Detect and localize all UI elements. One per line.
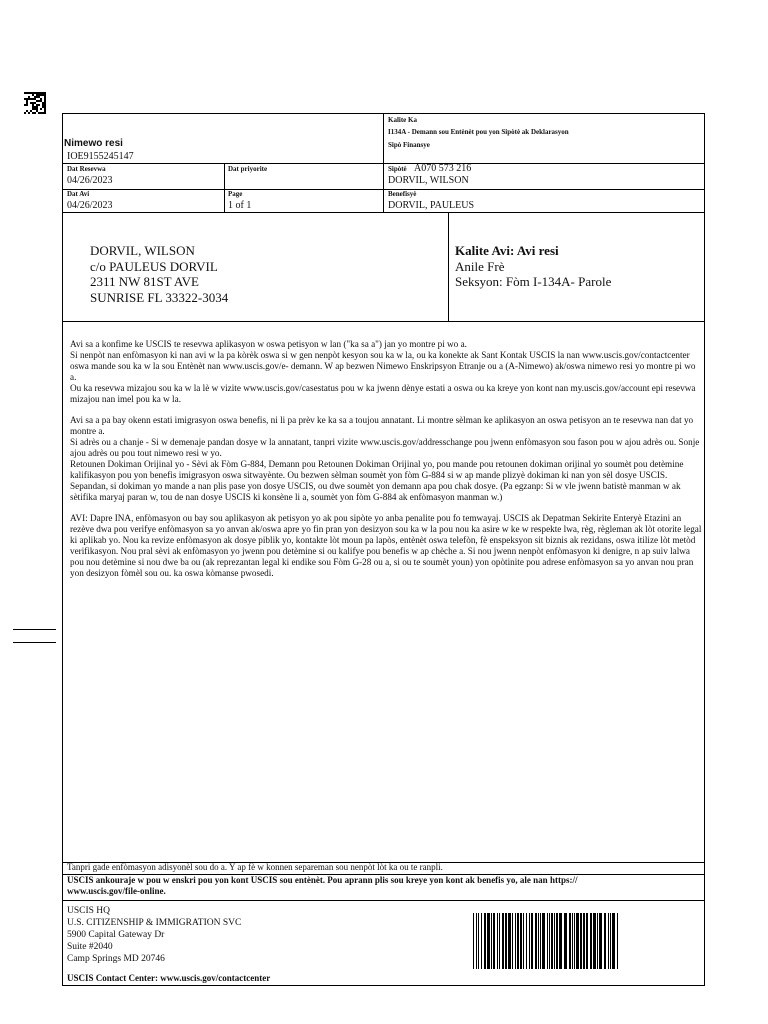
address-line: Camp Springs MD 20746: [67, 954, 165, 964]
notice-date-label: Dat Avi: [67, 190, 90, 198]
notice-section: Seksyon: Fòm I-134A- Parole: [455, 274, 612, 289]
contact-center: USCIS Contact Center: www.uscis.gov/contactcenter: [67, 973, 271, 983]
notice-type-block: [455, 243, 611, 290]
body-paragraph: Avi sa a pa bay okenn estati imigrasyon oswa benefis, ni li pa prèv ke ka sa a toujou annatant. Li montre sèlman ke aplikasyon an oswa petisyon an te resevwa nan dat yo montre a. Si adrès ou a chanje - Si w demenaje pandan dosye w la annatant, tanpri vizite www.uscis.gov/addresschange pou jwenn enfòmasyon sou fason pou w ajou adrès ou. Sonje ajou adrès ou pou tout nimewo resi w yo. Retounen Dokiman Orijinal yo - Sèvi ak Fòm G-884, Demann pou Retounen Dokiman Orijinal yo, pou mande pou retounen dokiman orijinal yo soumèt pou detèmine kalifikasyon pou yon benefis imigrasyon oswa sitwayènte. Ou bezwen sèlman soumèt yon fòm G-884 si w ap mande plizyè dokiman ki nan yon sèl dosye USCIS. Sepandan, si dokiman yo mande a nan plis pase yon dosye USCIS, ou dwe soumèt yon demann apa pou chak dosye. (Pa egzanp: Si w vle jwenn batistè manman w ak sètifika maryaj paran w, tou de nan dosye USCIS ki konsène li a, soumèt yon fòm G-884 ak enfòmasyon manman w.): [70, 415, 700, 502]
page-label: Page: [228, 190, 243, 198]
notice-date: 04/26/2023: [67, 200, 113, 211]
sponsor-label: Sipòtè: [388, 165, 407, 173]
divider: [448, 212, 449, 321]
address-line: c/o PAULEUS DORVIL: [90, 258, 218, 274]
divider: [63, 900, 704, 901]
receipt-number: IOE9155245147: [67, 151, 134, 162]
address-line: USCIS HQ: [67, 906, 111, 916]
notice-frame: [62, 113, 705, 986]
online-account-notice: USCIS ankouraje w pou w enskri pou yon kont USCIS sou entènèt. Pou aprann plis sou kreye yon kont ak benefis yo, ale nan https:// www.uscis.gov/file-online.: [67, 875, 578, 896]
receipt-label: Nimewo resi: [64, 138, 123, 149]
body-paragraph: AVI: Dapre INA, enfòmasyon ou bay sou aplikasyon ak petisyon yo ak pou sipòte yo anba penalite pou fo temwayaj. USCIS ak Depatman Sekirite Enteryè Etazini an rezève dwa pou verifye enfòmasyon sa yo anvan ak/oswa apre yo fin pran yon desizyon sou ka w la pou nou ka asire w ke w respekte lwa, règ, règleman ak lòt otorite legal ki aplikab yo. Nou ka revize enfòmasyon ak dosye piblik yo, kontakte lòt moun pa lapòs, entènèt oswa telefòn, fè enspeksyon sit biznis ak rezidans, oswa itilize lòt metòd verifikasyon. Nou pral sèvi ak enfòmasyon yo jwenn pou detèmine si ou kalifye pou benefis w ap chèche a. Si nou jwenn nenpòt enfòmasyon ki denigre, n ap suiv lalwa pou nou detèmine si nou dwe ba ou (ak reprezantan legal ki endike sou Fòm G-28 ou a, si ou te soumèt youn) yon opòtinite pou adrese enfòmasyon sa yo anvan nou pran yon desizyon fòmèl sou ou. ka oswa kòmanse pwosedi.: [70, 513, 702, 578]
body-paragraph: Avi sa a konfime ke USCIS te resevwa aplikasyon w oswa petisyon w lan ("ka sa a") jan yo montre pi wo a. Si nenpòt nan enfòmasyon ki nan avi w la pa kòrèk oswa si w gen nenpòt kesyon sou ka w la, ou ka konekte ak Sant Kontak USCIS la nan www.uscis.gov/contactcenter oswa mande sou ka w la sou Entènèt nan www.uscis.gov/e- demann. W ap bezwen Nimewo Enskripsyon Etranje ou a (A-Nimewo) ak/oswa nimewo resi yo montre pi wo a. Ou ka resevwa mizajou sou ka w la lè w vizite www.uscis.gov/casestatus pou w ka jwenn dènye estati a oswa ou ka kreye yon kont nan my.uscis.gov/account epi resevwa mizajou nan imel pou ka w la.: [70, 339, 696, 404]
beneficiary-label: Benefisyè: [388, 190, 417, 198]
address-line: SUNRISE FL 33322-3034: [90, 289, 229, 305]
page-value: 1 of 1: [228, 200, 252, 211]
priority-label: Dat priyorite: [228, 165, 268, 173]
sponsor-name: DORVIL, WILSON: [388, 175, 469, 186]
address-line: Suite #2040: [67, 942, 113, 952]
divider: [63, 321, 704, 322]
notice-body: [70, 339, 703, 589]
divider: [383, 114, 384, 212]
address-line: 2311 NW 81ST AVE: [90, 274, 199, 289]
uscis-address: [67, 905, 241, 965]
sponsor-number: A070 573 216: [414, 163, 472, 174]
divider: [63, 212, 704, 213]
fold-mark: [13, 629, 56, 630]
case-type-label: Kalite Ka: [388, 116, 417, 124]
barcode-icon: [473, 913, 618, 969]
keep-notice: Tanpri gade enfòmasyon adisyonèl sou do a. Y ap fè w konnen separeman sou nenpòt lòt ka ou te ranpli.: [67, 862, 443, 872]
fold-mark: [13, 642, 56, 643]
received-label: Dat Resevwa: [67, 165, 106, 173]
address-line: 5900 Capital Gateway Dr: [67, 930, 165, 940]
notice-relation: Anile Frè: [455, 258, 505, 274]
address-line: U.S. CITIZENSHIP & IMMIGRATION SVC: [67, 918, 242, 928]
address-line: DORVIL, WILSON: [90, 243, 195, 258]
beneficiary-name: DORVIL, PAULEUS: [388, 200, 475, 211]
received-date: 04/26/2023: [67, 175, 113, 186]
case-type-line2: Sipò Finansye: [388, 141, 430, 149]
case-type-line1: I134A - Demann sou Entènèt pou yon Sipòtè ak Deklarasyon: [388, 128, 569, 136]
divider: [224, 163, 225, 212]
qr-code-icon: [24, 92, 46, 114]
mailing-address: [90, 243, 228, 305]
notice-type: Kalite Avi: Avi resi: [455, 243, 559, 258]
